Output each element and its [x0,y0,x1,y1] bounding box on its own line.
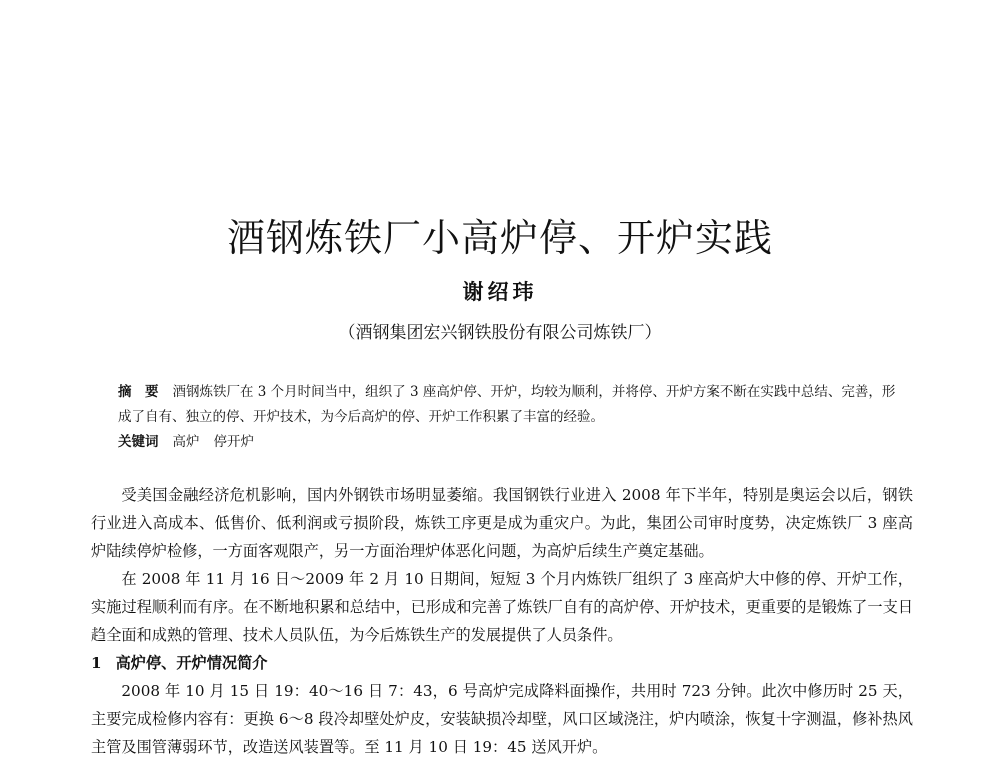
keywords [118,430,908,455]
keyword-item: 高炉 [172,434,200,450]
author-affiliation: （酒钢集团宏兴钢铁股份有限公司炼铁厂） [338,323,662,343]
section-number: 1 [91,654,102,672]
body-text [91,481,913,761]
author-name: 谢绍玮 [462,279,538,304]
paper-title: 酒钢炼铁厂小高炉停、开炉实践 [226,216,773,261]
keywords-label: 关键词 [118,434,159,450]
keyword-item: 停开炉 [213,434,254,450]
abstract [118,380,908,430]
intro-paragraph-1: 受美国金融经济危机影响，国内外钢铁市场明显萎缩。我国钢铁行业进入 2008 年下半年，特别是奥运会以后，钢铁行业进入高成本、低售价、低利润或亏损阶段，炼铁工序更是成为重灾户。为此，集团公司审时度势，决定炼铁厂 3 座高炉陆续停炉检修，一方面客观限产，另一方面治理炉体恶化问题，为高炉后续生产奠定基础。 [91,486,913,560]
section-heading-text: 高炉停、开炉情况简介 [115,654,268,672]
abstract-label: 摘 要 [118,384,159,400]
section-heading [91,649,913,677]
intro-paragraph-2: 在 2008 年 11 月 16 日～2009 年 2 月 10 日期间，短短 3 个月内炼铁厂组织了 3 座高炉大中修的停、开炉工作，实施过程顺利而有序。在不断地积累和总结中，已形成和完善了炼铁厂自有的高炉停、开炉技术，更重要的是锻炼了一支日趋全面和成熟的管理、技术人员队伍，为今后炼铁生产的发展提供了人员条件。 [91,570,913,644]
section-paragraph: 2008 年 10 月 15 日 19：40～16 日 7：43，6 号高炉完成降料面操作，共用时 723 分钟。此次中修历时 25 天，主要完成检修内容有：更换 6～8 段冷却壁处炉皮，安装缺损冷却壁，风口区域浇注，炉内喷涂，恢复十字测温，修补热风主管及围管薄弱环节，改造送风装置等。至 11 月 10 日 19：45 送风开炉。 [91,682,913,756]
abstract-text: 酒钢炼铁厂在 3 个月时间当中，组织了 3 座高炉停、开炉，均较为顺利，并将停、开炉方案不断在实践中总结、完善，形成了自有、独立的停、开炉技术，为今后高炉的停、开炉工作积累了丰富的经验。 [118,384,896,425]
